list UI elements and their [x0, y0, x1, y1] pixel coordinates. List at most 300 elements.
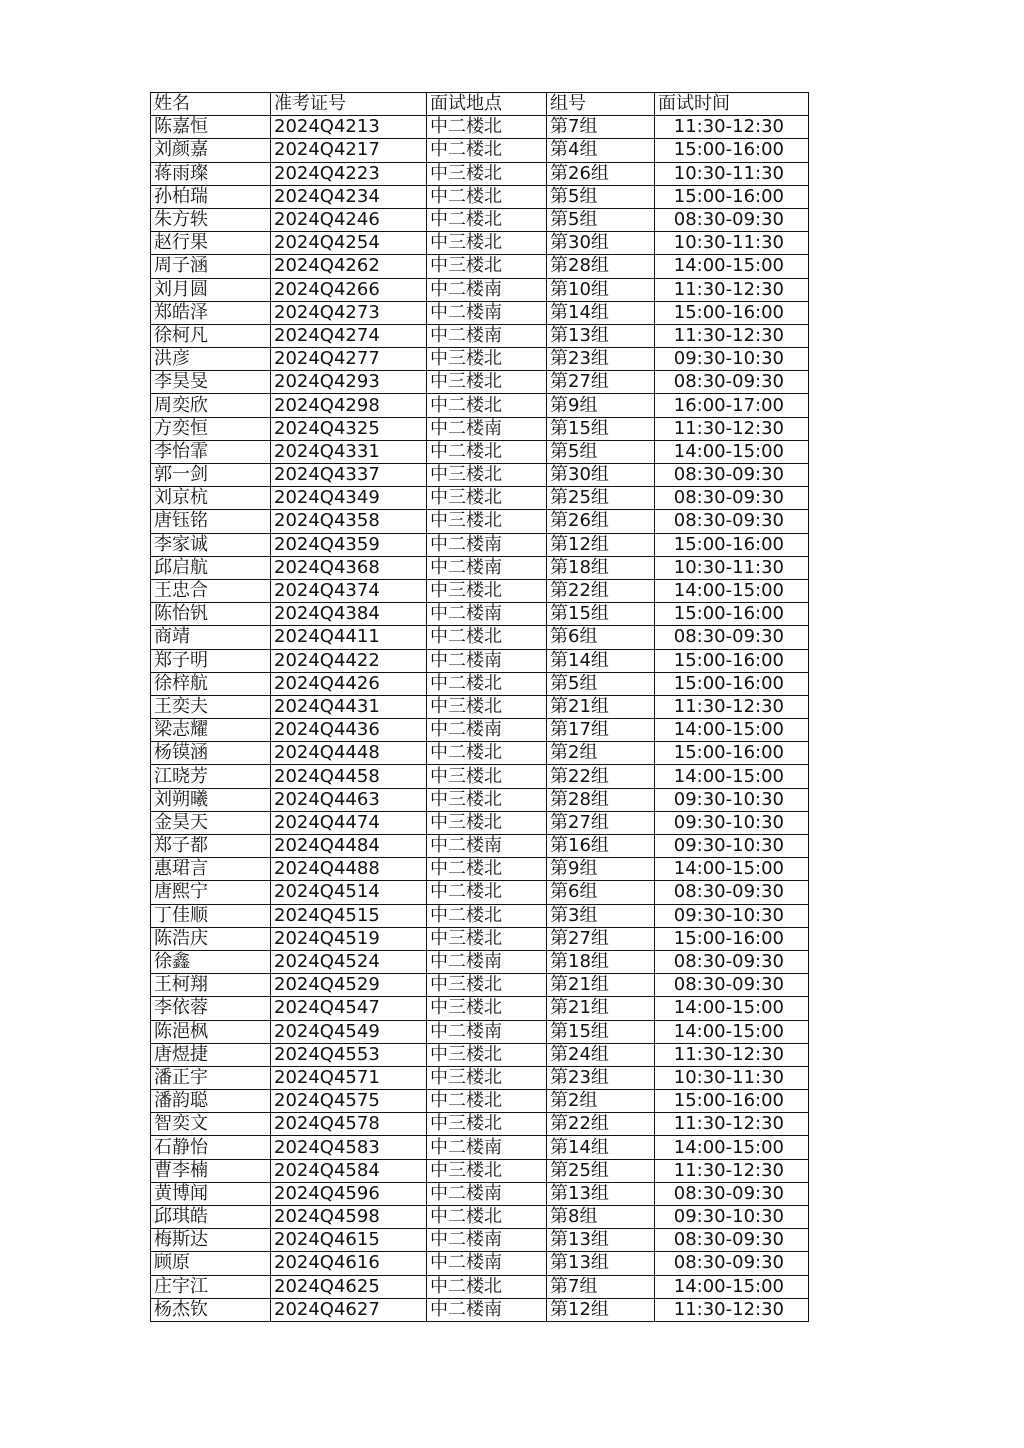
- cell-location: 中二楼南: [427, 835, 547, 858]
- cell-name: 丁佳顺: [151, 904, 271, 927]
- cell-group: 第5组: [547, 672, 655, 695]
- cell-time: 09:30-10:30: [655, 811, 809, 834]
- cell-exam-id: 2024Q4627: [271, 1298, 427, 1321]
- cell-group: 第4组: [547, 139, 655, 162]
- cell-location: 中二楼南: [427, 324, 547, 347]
- cell-name: 刘京杭: [151, 487, 271, 510]
- table-row: [151, 487, 809, 510]
- cell-name: 蒋雨璨: [151, 162, 271, 185]
- cell-name: 陈怡钒: [151, 603, 271, 626]
- cell-group: 第7组: [547, 1275, 655, 1298]
- cell-time: 08:30-09:30: [655, 1252, 809, 1275]
- cell-exam-id: 2024Q4422: [271, 649, 427, 672]
- cell-time: 11:30-12:30: [655, 695, 809, 718]
- cell-exam-id: 2024Q4583: [271, 1136, 427, 1159]
- table-row: [151, 904, 809, 927]
- cell-name: 刘月圆: [151, 278, 271, 301]
- cell-location: 中二楼北: [427, 1090, 547, 1113]
- cell-exam-id: 2024Q4349: [271, 487, 427, 510]
- table-row: [151, 997, 809, 1020]
- cell-location: 中二楼北: [427, 742, 547, 765]
- cell-time: 09:30-10:30: [655, 835, 809, 858]
- cell-location: 中二楼北: [427, 1275, 547, 1298]
- cell-time: 15:00-16:00: [655, 927, 809, 950]
- cell-location: 中二楼北: [427, 881, 547, 904]
- cell-time: 08:30-09:30: [655, 1229, 809, 1252]
- cell-exam-id: 2024Q4616: [271, 1252, 427, 1275]
- cell-time: 08:30-09:30: [655, 626, 809, 649]
- cell-location: 中二楼北: [427, 904, 547, 927]
- cell-group: 第2组: [547, 742, 655, 765]
- table-row: [151, 811, 809, 834]
- table-row: [151, 672, 809, 695]
- cell-exam-id: 2024Q4488: [271, 858, 427, 881]
- cell-exam-id: 2024Q4374: [271, 579, 427, 602]
- cell-group: 第17组: [547, 719, 655, 742]
- cell-group: 第27组: [547, 811, 655, 834]
- cell-group: 第30组: [547, 232, 655, 255]
- table-row: [151, 1182, 809, 1205]
- cell-exam-id: 2024Q4524: [271, 950, 427, 973]
- cell-location: 中三楼北: [427, 695, 547, 718]
- table-row: [151, 579, 809, 602]
- cell-time: 10:30-11:30: [655, 162, 809, 185]
- cell-name: 潘韵聪: [151, 1090, 271, 1113]
- cell-exam-id: 2024Q4436: [271, 719, 427, 742]
- cell-name: 郑子明: [151, 649, 271, 672]
- header-exam-id: 准考证号: [271, 93, 427, 116]
- table-row: [151, 116, 809, 139]
- table-row: [151, 603, 809, 626]
- table-row: [151, 950, 809, 973]
- table-row: [151, 742, 809, 765]
- cell-exam-id: 2024Q4547: [271, 997, 427, 1020]
- cell-time: 08:30-09:30: [655, 881, 809, 904]
- cell-name: 李怡霏: [151, 440, 271, 463]
- cell-time: 11:30-12:30: [655, 417, 809, 440]
- cell-location: 中三楼北: [427, 348, 547, 371]
- cell-name: 庄宇江: [151, 1275, 271, 1298]
- cell-group: 第28组: [547, 255, 655, 278]
- cell-time: 14:00-15:00: [655, 255, 809, 278]
- cell-location: 中二楼北: [427, 208, 547, 231]
- table-row: [151, 1159, 809, 1182]
- cell-exam-id: 2024Q4584: [271, 1159, 427, 1182]
- cell-name: 曹李楠: [151, 1159, 271, 1182]
- table-row: [151, 788, 809, 811]
- cell-group: 第22组: [547, 1113, 655, 1136]
- cell-group: 第25组: [547, 1159, 655, 1182]
- cell-exam-id: 2024Q4359: [271, 533, 427, 556]
- cell-group: 第9组: [547, 858, 655, 881]
- table-row: [151, 858, 809, 881]
- table-row: [151, 649, 809, 672]
- cell-name: 李依蓉: [151, 997, 271, 1020]
- cell-exam-id: 2024Q4325: [271, 417, 427, 440]
- cell-exam-id: 2024Q4484: [271, 835, 427, 858]
- cell-name: 周奕欣: [151, 394, 271, 417]
- table-row: [151, 208, 809, 231]
- cell-group: 第13组: [547, 324, 655, 347]
- cell-group: 第30组: [547, 464, 655, 487]
- cell-location: 中三楼北: [427, 997, 547, 1020]
- cell-group: 第23组: [547, 348, 655, 371]
- cell-location: 中二楼北: [427, 858, 547, 881]
- cell-location: 中二楼北: [427, 672, 547, 695]
- cell-group: 第14组: [547, 649, 655, 672]
- cell-time: 11:30-12:30: [655, 1043, 809, 1066]
- cell-group: 第3组: [547, 904, 655, 927]
- cell-exam-id: 2024Q4223: [271, 162, 427, 185]
- table-row: [151, 1020, 809, 1043]
- table-row: [151, 881, 809, 904]
- cell-time: 11:30-12:30: [655, 1113, 809, 1136]
- header-row: [151, 93, 809, 116]
- cell-exam-id: 2024Q4254: [271, 232, 427, 255]
- cell-exam-id: 2024Q4615: [271, 1229, 427, 1252]
- cell-location: 中三楼北: [427, 1113, 547, 1136]
- cell-name: 孙柏瑞: [151, 185, 271, 208]
- cell-location: 中二楼北: [427, 1206, 547, 1229]
- cell-exam-id: 2024Q4368: [271, 556, 427, 579]
- cell-group: 第24组: [547, 1043, 655, 1066]
- cell-group: 第12组: [547, 1298, 655, 1321]
- cell-exam-id: 2024Q4337: [271, 464, 427, 487]
- table-row: [151, 556, 809, 579]
- cell-time: 10:30-11:30: [655, 232, 809, 255]
- table-row: [151, 255, 809, 278]
- table-row: [151, 324, 809, 347]
- cell-name: 梁志耀: [151, 719, 271, 742]
- cell-group: 第15组: [547, 417, 655, 440]
- table-row: [151, 1066, 809, 1089]
- cell-group: 第21组: [547, 695, 655, 718]
- cell-time: 14:00-15:00: [655, 858, 809, 881]
- table-row: [151, 510, 809, 533]
- cell-exam-id: 2024Q4331: [271, 440, 427, 463]
- cell-group: 第6组: [547, 626, 655, 649]
- cell-name: 金昊天: [151, 811, 271, 834]
- table-row: [151, 1206, 809, 1229]
- cell-time: 11:30-12:30: [655, 1298, 809, 1321]
- cell-location: 中三楼北: [427, 510, 547, 533]
- cell-group: 第15组: [547, 1020, 655, 1043]
- cell-time: 15:00-16:00: [655, 301, 809, 324]
- header-group: 组号: [547, 93, 655, 116]
- table-row: [151, 533, 809, 556]
- cell-location: 中二楼南: [427, 603, 547, 626]
- cell-time: 08:30-09:30: [655, 487, 809, 510]
- cell-exam-id: 2024Q4213: [271, 116, 427, 139]
- interview-schedule-table: [150, 92, 809, 1322]
- cell-name: 江晓芳: [151, 765, 271, 788]
- cell-location: 中二楼南: [427, 301, 547, 324]
- cell-name: 周子涵: [151, 255, 271, 278]
- table-row: [151, 1252, 809, 1275]
- cell-location: 中三楼北: [427, 1159, 547, 1182]
- cell-group: 第2组: [547, 1090, 655, 1113]
- cell-time: 10:30-11:30: [655, 556, 809, 579]
- cell-name: 顾原: [151, 1252, 271, 1275]
- cell-time: 11:30-12:30: [655, 116, 809, 139]
- cell-location: 中二楼南: [427, 556, 547, 579]
- cell-exam-id: 2024Q4246: [271, 208, 427, 231]
- cell-name: 郑子都: [151, 835, 271, 858]
- cell-time: 08:30-09:30: [655, 1182, 809, 1205]
- cell-exam-id: 2024Q4458: [271, 765, 427, 788]
- cell-location: 中二楼北: [427, 116, 547, 139]
- cell-group: 第27组: [547, 371, 655, 394]
- table-row: [151, 232, 809, 255]
- cell-location: 中二楼南: [427, 417, 547, 440]
- cell-group: 第26组: [547, 510, 655, 533]
- cell-location: 中二楼南: [427, 1182, 547, 1205]
- cell-name: 石静怡: [151, 1136, 271, 1159]
- cell-name: 黄博闻: [151, 1182, 271, 1205]
- cell-group: 第13组: [547, 1182, 655, 1205]
- cell-location: 中二楼南: [427, 1252, 547, 1275]
- cell-exam-id: 2024Q4431: [271, 695, 427, 718]
- cell-location: 中二楼南: [427, 1020, 547, 1043]
- cell-name: 邱琪皓: [151, 1206, 271, 1229]
- cell-time: 09:30-10:30: [655, 348, 809, 371]
- cell-name: 朱方轶: [151, 208, 271, 231]
- cell-name: 赵行果: [151, 232, 271, 255]
- cell-group: 第5组: [547, 185, 655, 208]
- cell-location: 中三楼北: [427, 162, 547, 185]
- cell-exam-id: 2024Q4266: [271, 278, 427, 301]
- table-row: [151, 301, 809, 324]
- cell-group: 第13组: [547, 1229, 655, 1252]
- cell-location: 中三楼北: [427, 464, 547, 487]
- cell-time: 14:00-15:00: [655, 765, 809, 788]
- table-row: [151, 1298, 809, 1321]
- cell-exam-id: 2024Q4571: [271, 1066, 427, 1089]
- table-row: [151, 765, 809, 788]
- cell-group: 第9组: [547, 394, 655, 417]
- table-row: [151, 626, 809, 649]
- cell-location: 中三楼北: [427, 232, 547, 255]
- cell-name: 商靖: [151, 626, 271, 649]
- cell-group: 第23组: [547, 1066, 655, 1089]
- table-row: [151, 371, 809, 394]
- cell-time: 15:00-16:00: [655, 672, 809, 695]
- cell-time: 14:00-15:00: [655, 719, 809, 742]
- cell-group: 第18组: [547, 950, 655, 973]
- cell-exam-id: 2024Q4463: [271, 788, 427, 811]
- cell-exam-id: 2024Q4217: [271, 139, 427, 162]
- cell-time: 09:30-10:30: [655, 904, 809, 927]
- cell-group: 第14组: [547, 301, 655, 324]
- cell-location: 中二楼南: [427, 533, 547, 556]
- cell-time: 15:00-16:00: [655, 742, 809, 765]
- cell-time: 14:00-15:00: [655, 997, 809, 1020]
- cell-location: 中三楼北: [427, 765, 547, 788]
- cell-group: 第13组: [547, 1252, 655, 1275]
- cell-time: 14:00-15:00: [655, 1136, 809, 1159]
- cell-exam-id: 2024Q4515: [271, 904, 427, 927]
- cell-name: 陈嘉恒: [151, 116, 271, 139]
- cell-location: 中三楼北: [427, 788, 547, 811]
- table-row: [151, 927, 809, 950]
- cell-group: 第12组: [547, 533, 655, 556]
- cell-location: 中二楼南: [427, 1298, 547, 1321]
- cell-group: 第16组: [547, 835, 655, 858]
- cell-time: 11:30-12:30: [655, 1159, 809, 1182]
- cell-group: 第7组: [547, 116, 655, 139]
- cell-exam-id: 2024Q4298: [271, 394, 427, 417]
- table-row: [151, 394, 809, 417]
- cell-name: 智奕文: [151, 1113, 271, 1136]
- cell-group: 第8组: [547, 1206, 655, 1229]
- cell-name: 徐鑫: [151, 950, 271, 973]
- table-row: [151, 139, 809, 162]
- cell-name: 潘正宇: [151, 1066, 271, 1089]
- cell-time: 15:00-16:00: [655, 1090, 809, 1113]
- table-body: [151, 116, 809, 1322]
- cell-name: 王忠合: [151, 579, 271, 602]
- cell-name: 王奕夫: [151, 695, 271, 718]
- cell-location: 中三楼北: [427, 371, 547, 394]
- cell-location: 中三楼北: [427, 579, 547, 602]
- cell-time: 14:00-15:00: [655, 1275, 809, 1298]
- cell-name: 郭一剑: [151, 464, 271, 487]
- cell-exam-id: 2024Q4596: [271, 1182, 427, 1205]
- cell-time: 08:30-09:30: [655, 208, 809, 231]
- cell-exam-id: 2024Q4625: [271, 1275, 427, 1298]
- cell-location: 中三楼北: [427, 1043, 547, 1066]
- cell-exam-id: 2024Q4598: [271, 1206, 427, 1229]
- cell-exam-id: 2024Q4553: [271, 1043, 427, 1066]
- cell-group: 第27组: [547, 927, 655, 950]
- cell-group: 第6组: [547, 881, 655, 904]
- cell-name: 方奕恒: [151, 417, 271, 440]
- cell-group: 第18组: [547, 556, 655, 579]
- table-row: [151, 1229, 809, 1252]
- cell-time: 15:00-16:00: [655, 649, 809, 672]
- table-row: [151, 1043, 809, 1066]
- table-row: [151, 185, 809, 208]
- cell-location: 中二楼北: [427, 440, 547, 463]
- cell-name: 杨杰钦: [151, 1298, 271, 1321]
- cell-exam-id: 2024Q4411: [271, 626, 427, 649]
- cell-group: 第22组: [547, 579, 655, 602]
- cell-group: 第5组: [547, 440, 655, 463]
- table-row: [151, 162, 809, 185]
- cell-location: 中二楼南: [427, 719, 547, 742]
- cell-time: 15:00-16:00: [655, 185, 809, 208]
- cell-group: 第14组: [547, 1136, 655, 1159]
- cell-location: 中三楼北: [427, 487, 547, 510]
- cell-group: 第21组: [547, 974, 655, 997]
- cell-name: 李昊旻: [151, 371, 271, 394]
- cell-exam-id: 2024Q4293: [271, 371, 427, 394]
- cell-name: 唐钰铭: [151, 510, 271, 533]
- cell-exam-id: 2024Q4448: [271, 742, 427, 765]
- cell-group: 第5组: [547, 208, 655, 231]
- cell-location: 中二楼南: [427, 1136, 547, 1159]
- cell-group: 第28组: [547, 788, 655, 811]
- cell-time: 14:00-15:00: [655, 579, 809, 602]
- cell-location: 中三楼北: [427, 1066, 547, 1089]
- cell-time: 11:30-12:30: [655, 324, 809, 347]
- cell-exam-id: 2024Q4262: [271, 255, 427, 278]
- header-time: 面试时间: [655, 93, 809, 116]
- cell-name: 邱启航: [151, 556, 271, 579]
- cell-exam-id: 2024Q4358: [271, 510, 427, 533]
- cell-name: 李家诚: [151, 533, 271, 556]
- table-row: [151, 1136, 809, 1159]
- cell-exam-id: 2024Q4384: [271, 603, 427, 626]
- cell-time: 11:30-12:30: [655, 278, 809, 301]
- cell-location: 中二楼北: [427, 394, 547, 417]
- cell-time: 10:30-11:30: [655, 1066, 809, 1089]
- cell-time: 15:00-16:00: [655, 533, 809, 556]
- cell-name: 刘朔曦: [151, 788, 271, 811]
- cell-name: 陈浩庆: [151, 927, 271, 950]
- cell-time: 08:30-09:30: [655, 464, 809, 487]
- cell-time: 08:30-09:30: [655, 510, 809, 533]
- table-row: [151, 835, 809, 858]
- cell-name: 刘颜嘉: [151, 139, 271, 162]
- cell-exam-id: 2024Q4514: [271, 881, 427, 904]
- cell-name: 梅斯达: [151, 1229, 271, 1252]
- cell-exam-id: 2024Q4549: [271, 1020, 427, 1043]
- table-row: [151, 440, 809, 463]
- cell-group: 第15组: [547, 603, 655, 626]
- table-row: [151, 1275, 809, 1298]
- cell-time: 16:00-17:00: [655, 394, 809, 417]
- cell-exam-id: 2024Q4578: [271, 1113, 427, 1136]
- cell-group: 第26组: [547, 162, 655, 185]
- cell-exam-id: 2024Q4234: [271, 185, 427, 208]
- cell-name: 徐柯凡: [151, 324, 271, 347]
- cell-location: 中三楼北: [427, 974, 547, 997]
- cell-time: 14:00-15:00: [655, 440, 809, 463]
- cell-name: 惠珺言: [151, 858, 271, 881]
- table-row: [151, 1090, 809, 1113]
- table-row: [151, 417, 809, 440]
- cell-exam-id: 2024Q4519: [271, 927, 427, 950]
- header-name: 姓名: [151, 93, 271, 116]
- header-location: 面试地点: [427, 93, 547, 116]
- cell-time: 08:30-09:30: [655, 371, 809, 394]
- cell-location: 中二楼南: [427, 278, 547, 301]
- cell-location: 中三楼北: [427, 927, 547, 950]
- cell-time: 08:30-09:30: [655, 974, 809, 997]
- cell-time: 15:00-16:00: [655, 603, 809, 626]
- cell-location: 中二楼南: [427, 1229, 547, 1252]
- cell-time: 09:30-10:30: [655, 1206, 809, 1229]
- cell-name: 杨镆涵: [151, 742, 271, 765]
- cell-location: 中二楼南: [427, 950, 547, 973]
- cell-exam-id: 2024Q4575: [271, 1090, 427, 1113]
- cell-group: 第22组: [547, 765, 655, 788]
- cell-group: 第25组: [547, 487, 655, 510]
- table-row: [151, 1113, 809, 1136]
- cell-location: 中二楼北: [427, 139, 547, 162]
- table-row: [151, 695, 809, 718]
- cell-location: 中三楼北: [427, 255, 547, 278]
- table-row: [151, 719, 809, 742]
- cell-exam-id: 2024Q4277: [271, 348, 427, 371]
- cell-name: 唐熙宁: [151, 881, 271, 904]
- table-row: [151, 974, 809, 997]
- table-row: [151, 348, 809, 371]
- cell-location: 中二楼北: [427, 185, 547, 208]
- cell-time: 15:00-16:00: [655, 139, 809, 162]
- cell-time: 09:30-10:30: [655, 788, 809, 811]
